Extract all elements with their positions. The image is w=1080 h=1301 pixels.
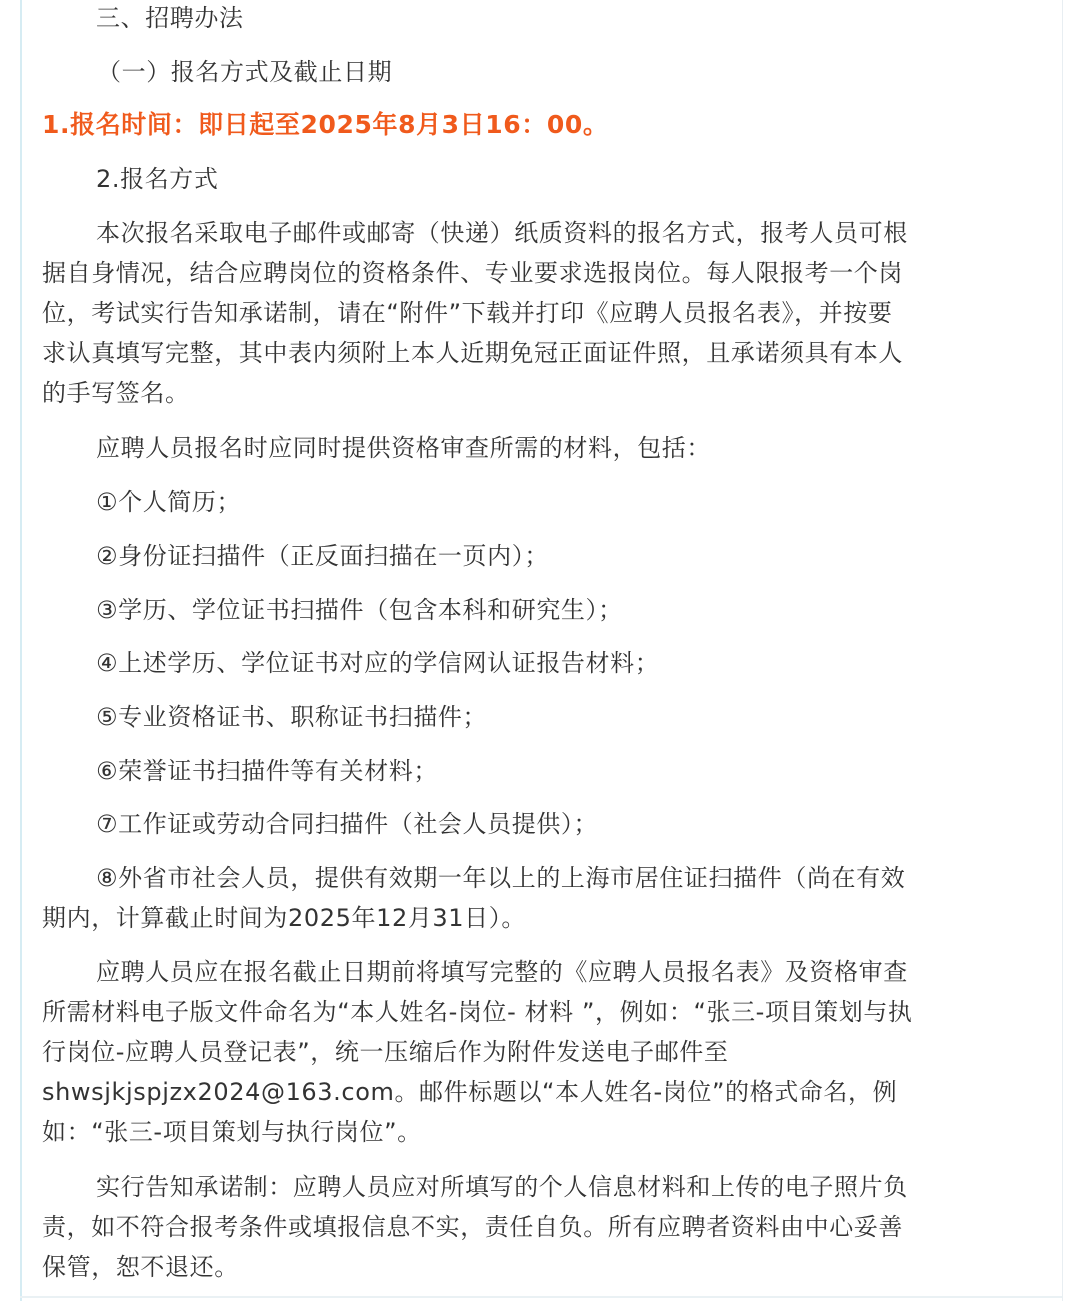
right-border <box>1062 0 1063 1301</box>
paragraph-line: 保管，恕不退还。 <box>42 1253 239 1281</box>
paragraph-line: 所需材料电子版文件命名为“本人姓名-岗位- 材料 ”，例如：“张三-项目策划与执 <box>42 998 913 1026</box>
method-heading: 2.报名方式 <box>96 165 219 193</box>
material-item: ④上述学历、学位证书对应的学信网认证报告材料； <box>96 649 660 677</box>
material-item-8 <box>42 858 905 938</box>
material-item: ⑥荣誉证书扫描件等有关材料； <box>96 757 438 785</box>
paragraph-submission <box>42 952 913 1152</box>
material-item: ⑦工作证或劳动合同扫描件（社会人员提供）； <box>96 810 599 838</box>
paragraph-line: 应聘人员应在报名截止日期前将填写完整的《应聘人员报名表》及资格审查 <box>96 958 908 986</box>
paragraph-line: 位，考试实行告知承诺制，请在“附件”下载并打印《应聘人员报名表》，并按要 <box>42 299 893 327</box>
paragraph-line: 责，如不符合报考条件或填报信息不实，责任自负。所有应聘者资料由中心妥善 <box>42 1213 903 1241</box>
paragraph-line: 的手写签名。 <box>42 379 190 407</box>
paragraph-line: 行岗位-应聘人员登记表”，统一压缩后作为附件发送电子邮件至 <box>42 1038 729 1066</box>
material-item: ⑤专业资格证书、职称证书扫描件； <box>96 703 488 731</box>
paragraph-registration <box>42 213 908 413</box>
materials-intro: 应聘人员报名时应同时提供资格审查所需的材料，包括： <box>96 434 711 462</box>
paragraph-line: 如：“张三-项目策划与执行岗位”。 <box>42 1118 422 1146</box>
email-line: shwsjkjspjzx2024@163.com。邮件标题以“本人姓名-岗位”的格式命名，例 <box>42 1078 898 1106</box>
paragraph-line: 期内，计算截止时间为2025年12月31日）。 <box>42 904 526 932</box>
left-border <box>20 0 22 1301</box>
subheading: （一）报名方式及截止日期 <box>97 58 393 86</box>
bottom-border <box>20 1296 1062 1298</box>
paragraph-line: 求认真填写完整，其中表内须附上本人近期免冠正面证件照，且承诺须具有本人 <box>42 339 903 367</box>
deadline-notice: 1.报名时间：即日起至2025年8月3日16：00。 <box>42 110 609 139</box>
paragraph-line: 实行告知承诺制：应聘人员应对所填写的个人信息材料和上传的电子照片负 <box>96 1173 908 1201</box>
material-item: ②身份证扫描件（正反面扫描在一页内）； <box>96 542 549 570</box>
paragraph-line: ⑧外省市社会人员，提供有效期一年以上的上海市居住证扫描件（尚在有效 <box>96 864 906 892</box>
section-heading: 三、招聘办法 <box>96 4 244 32</box>
material-item: ①个人简历； <box>96 488 242 516</box>
paragraph-commitment <box>42 1167 908 1287</box>
paragraph-line: 据自身情况，结合应聘岗位的资格条件、专业要求选报岗位。每人限报考一个岗 <box>42 259 903 287</box>
material-item: ③学历、学位证书扫描件（包含本科和研究生）； <box>96 596 623 624</box>
paragraph-line: 本次报名采取电子邮件或邮寄（快递）纸质资料的报名方式，报考人员可根 <box>96 219 908 247</box>
